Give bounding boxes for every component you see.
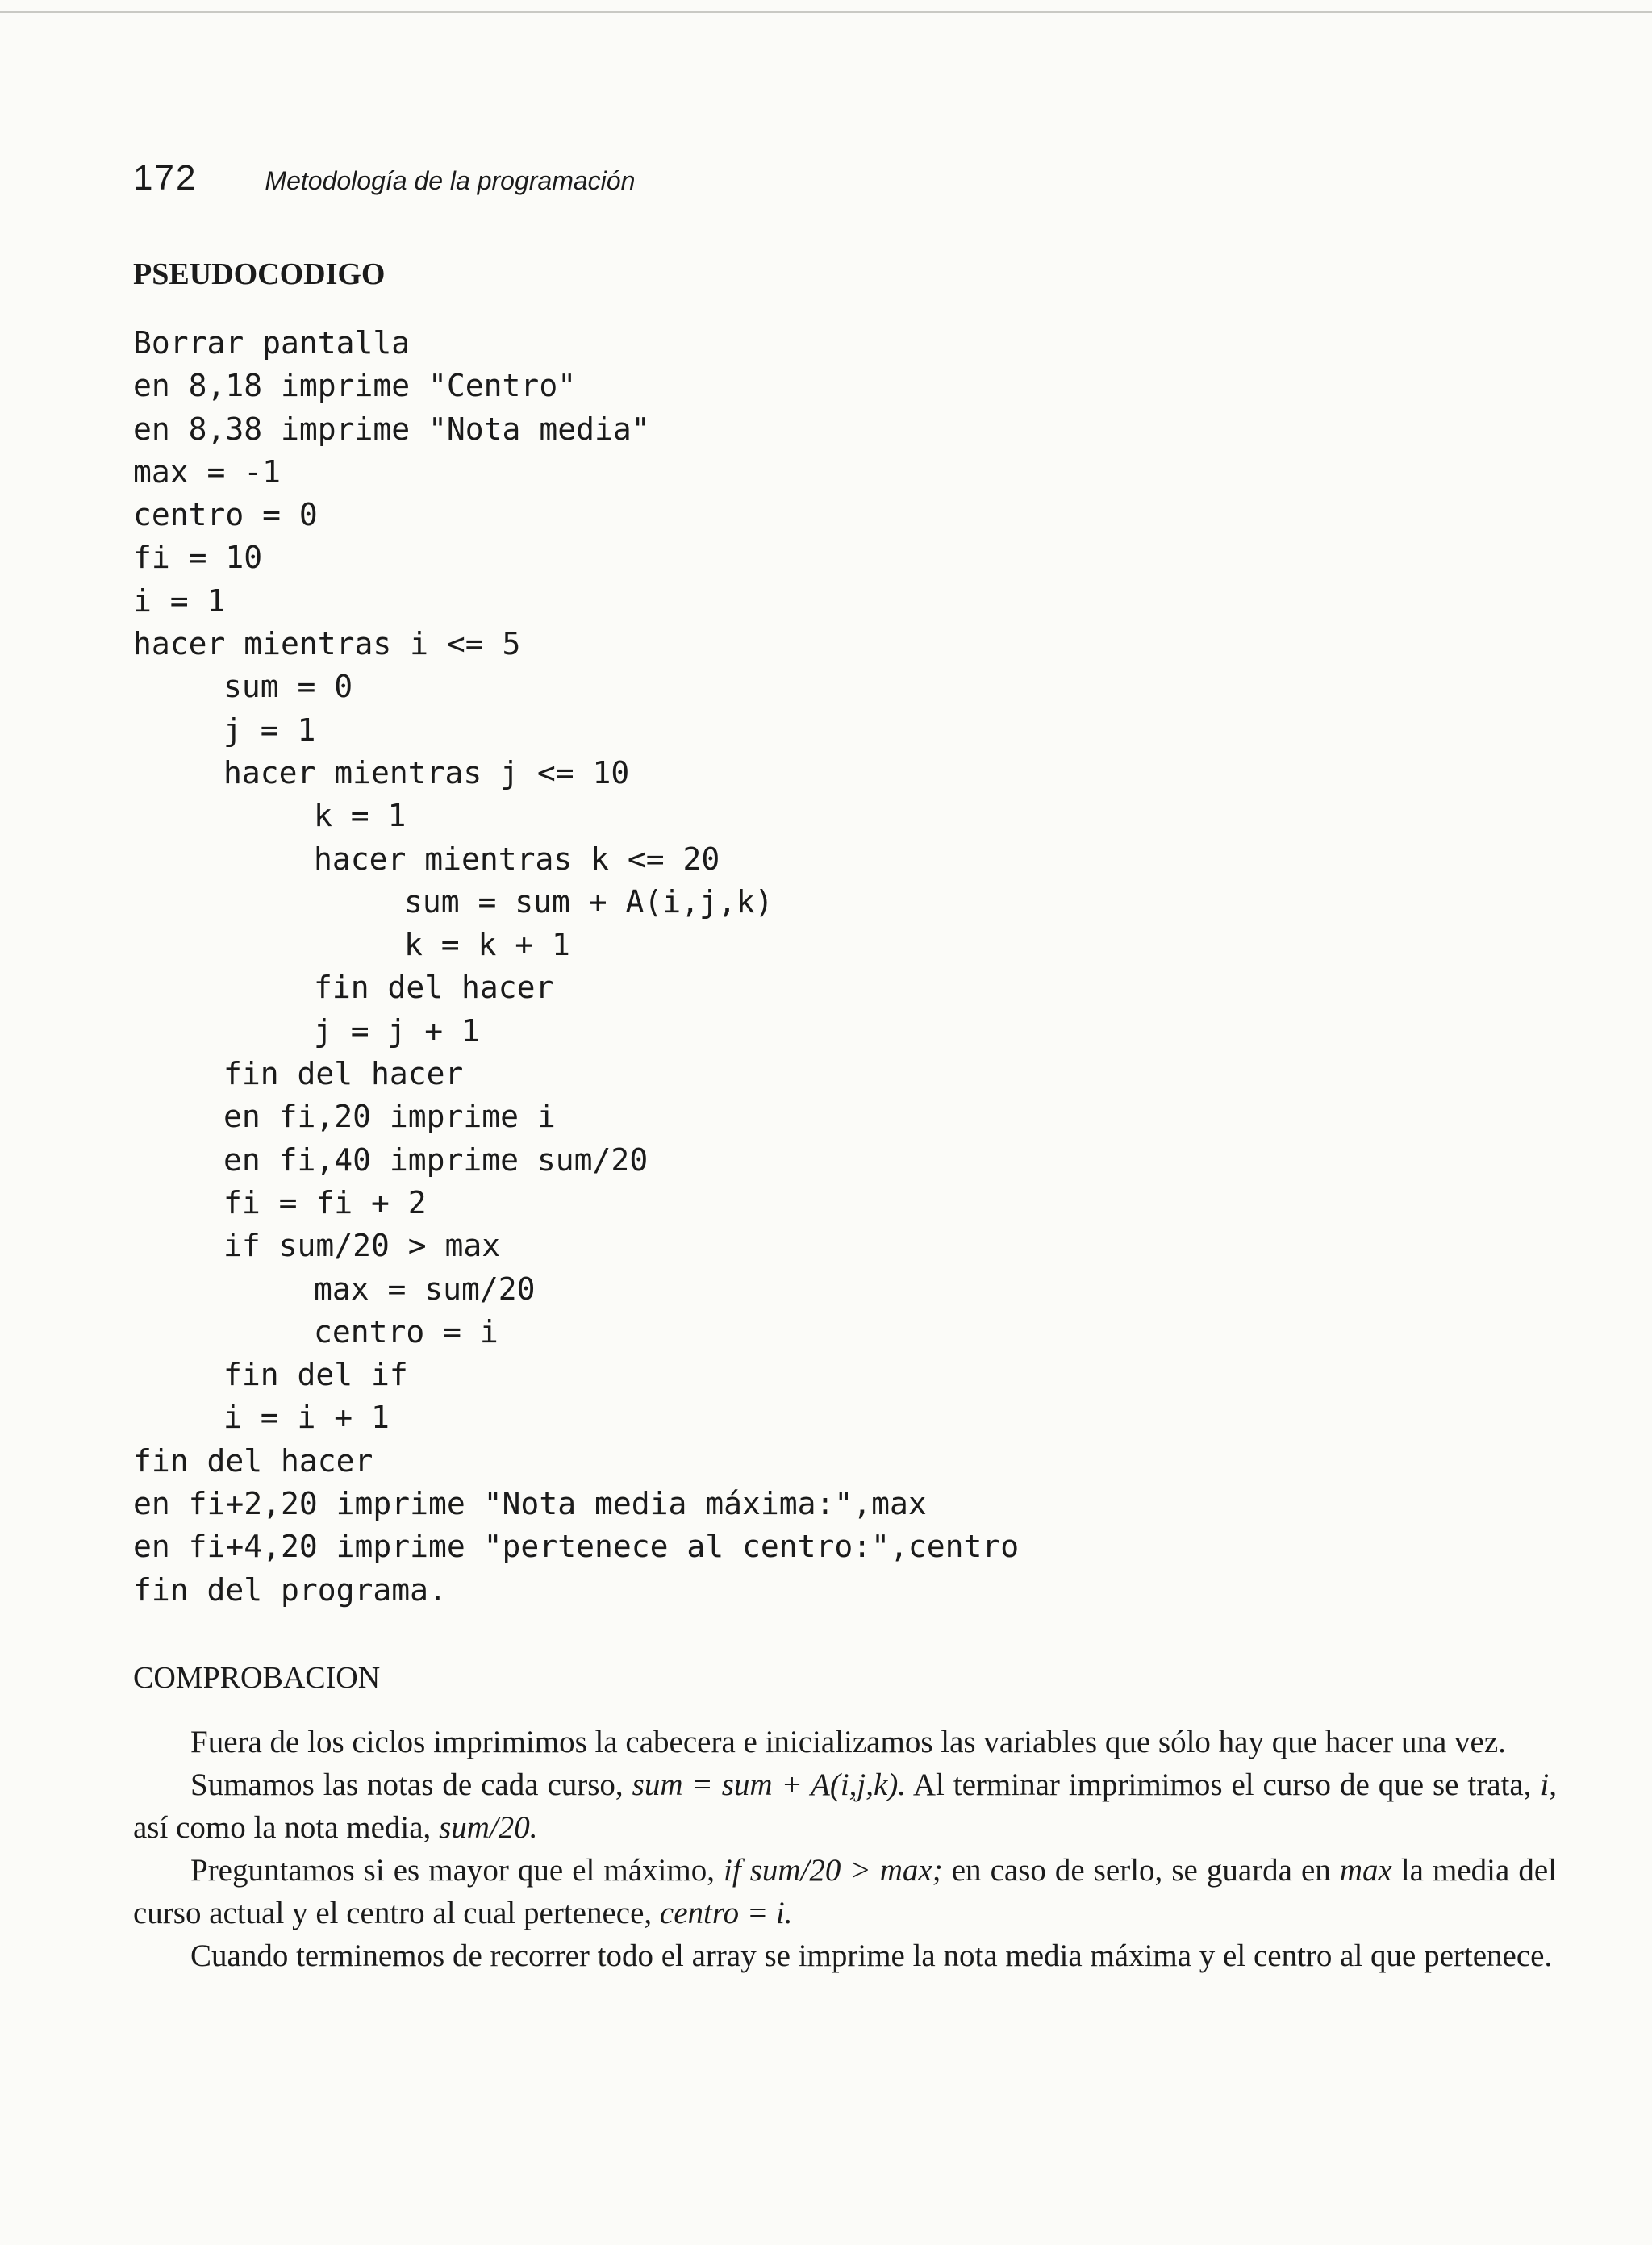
- code-line: i = i + 1: [223, 1400, 390, 1436]
- code-line: en 8,38 imprime "Nota media": [133, 411, 650, 447]
- code-line: en fi+4,20 imprime "pertenece al centro:",centro: [133, 1529, 1020, 1565]
- p3-var: max: [1339, 1853, 1392, 1888]
- p2-var: i,: [1540, 1767, 1557, 1802]
- p3-text-3: la media del curso actual y el centro al cual pertenece,: [133, 1853, 1557, 1930]
- code-line: en fi,40 imprime sum/20: [223, 1141, 649, 1178]
- code-line: fin del if: [223, 1357, 408, 1393]
- code-line: hacer mientras k <= 20: [314, 841, 720, 877]
- pseudocode-block: [133, 322, 1262, 1612]
- p3-assign: centro = i.: [659, 1896, 793, 1930]
- code-line: hacer mientras j <= 10: [223, 754, 630, 791]
- p3-text-2: en caso de serlo, se guarda en: [942, 1853, 1340, 1888]
- page-number: 172: [133, 158, 198, 198]
- code-line: fin del hacer: [133, 1442, 373, 1479]
- code-line: sum = 0: [223, 669, 353, 705]
- code-line: fin del hacer: [314, 970, 554, 1006]
- explanation-text: [133, 1721, 1557, 1977]
- code-line: Borrar pantalla: [133, 325, 411, 361]
- code-line: hacer mientras i <= 5: [133, 626, 521, 662]
- code-line: en 8,18 imprime "Centro": [133, 368, 577, 404]
- paragraph-4: Cuando terminemos de recorrer todo el array se imprime la nota media máxima y el centro al que pertenece.: [190, 1938, 1553, 1973]
- page-top-edge-line: [0, 11, 1652, 13]
- code-line: j = 1: [223, 711, 316, 748]
- code-line: en fi,20 imprime i: [223, 1099, 556, 1135]
- p3-text: Preguntamos si es mayor que el máximo,: [190, 1853, 724, 1888]
- p2-text-3: así como la nota media,: [133, 1810, 440, 1845]
- code-line: fi = fi + 2: [223, 1184, 427, 1221]
- p3-condition: if sum/20 > max;: [724, 1853, 943, 1888]
- p2-expr: sum/20.: [439, 1810, 538, 1845]
- code-line: centro = 0: [133, 497, 318, 533]
- paragraph-1: Fuera de los ciclos imprimimos la cabecera e inicializamos las variables que sólo hay que hacer una vez.: [190, 1725, 1506, 1759]
- code-line: fin del programa.: [133, 1571, 447, 1608]
- code-line: k = k + 1: [404, 927, 570, 963]
- p2-text: Sumamos las notas de cada curso,: [190, 1767, 632, 1802]
- page-header: [133, 158, 635, 198]
- pseudocode-heading: PSEUDOCODIGO: [133, 257, 386, 291]
- code-line: en fi+2,20 imprime "Nota media máxima:",max: [133, 1486, 927, 1522]
- code-line: max = sum/20: [314, 1271, 536, 1307]
- code-line: j = j + 1: [314, 1012, 480, 1049]
- code-line: centro = i: [314, 1313, 499, 1350]
- code-line: max = -1: [133, 453, 282, 490]
- p2-text-2: Al terminar imprimimos el curso de que se trata,: [906, 1767, 1541, 1802]
- code-line: if sum/20 > max: [223, 1228, 501, 1264]
- running-title: Metodología de la programación: [265, 166, 636, 195]
- code-line: fi = 10: [133, 540, 263, 576]
- check-heading: COMPROBACION: [133, 1661, 381, 1695]
- paragraph-3: [133, 1849, 1557, 1934]
- code-line: fin del hacer: [223, 1056, 464, 1092]
- p2-formula: sum = sum + A(i,j,k).: [632, 1767, 907, 1802]
- paragraph-2: [133, 1763, 1557, 1849]
- code-line: sum = sum + A(i,j,k): [404, 883, 774, 920]
- code-line: i = 1: [133, 582, 226, 619]
- code-line: k = 1: [314, 798, 407, 834]
